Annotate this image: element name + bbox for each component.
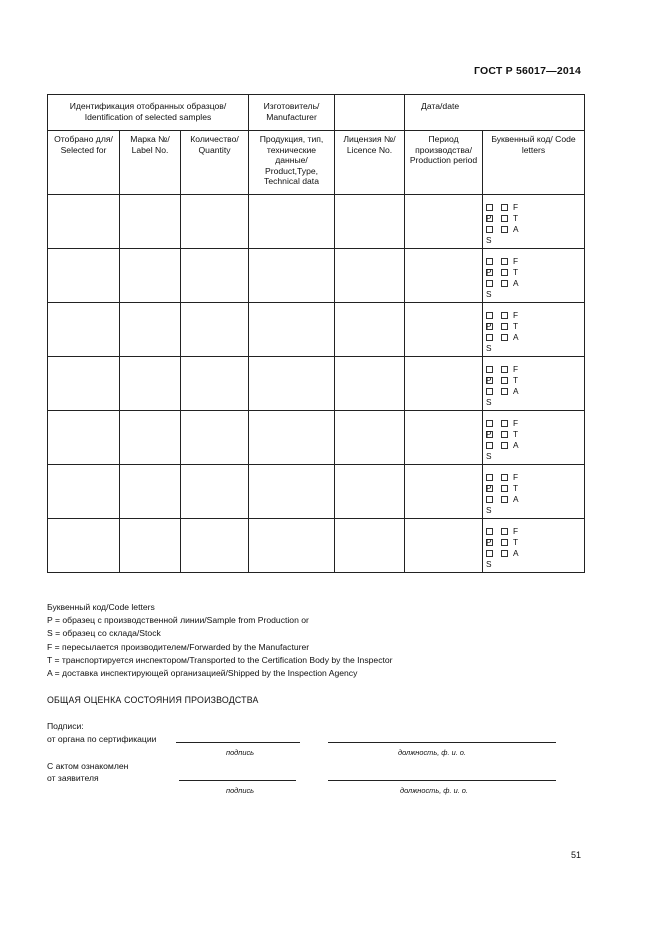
assessment-title: ОБЩАЯ ОЦЕНКА СОСТОЯНИЯ ПРОИЗВОДСТВА: [47, 695, 259, 705]
table-cell[interactable]: [335, 357, 405, 411]
table-cell[interactable]: [335, 195, 405, 249]
table-cell[interactable]: [249, 519, 335, 573]
code-checkbox[interactable]: [501, 312, 508, 319]
code-letter-t: T: [513, 213, 519, 223]
empty-header-cell: [335, 95, 405, 131]
table-cell[interactable]: [335, 519, 405, 573]
code-letter-f: F: [513, 256, 519, 266]
code-checkbox[interactable]: [501, 550, 508, 557]
code-checkbox[interactable]: [486, 258, 493, 265]
code-letter-s: S: [486, 397, 492, 407]
code-letters-cell: [483, 411, 585, 465]
code-checkbox[interactable]: [486, 366, 493, 373]
table-cell[interactable]: [48, 249, 120, 303]
code-checkbox[interactable]: [501, 258, 508, 265]
note-p: P = образец с производственной линии/Sample from Production or: [47, 615, 309, 626]
table-top-header-row: [48, 95, 585, 131]
table-cell[interactable]: [120, 303, 181, 357]
code-checkbox[interactable]: [486, 550, 493, 557]
code-letters-cell: [483, 519, 585, 573]
table-column-header-row: [48, 131, 585, 195]
table-row: [48, 357, 585, 411]
code-checkbox[interactable]: [501, 204, 508, 211]
table-cell[interactable]: [249, 411, 335, 465]
code-checkbox[interactable]: [486, 334, 493, 341]
page-number: 51: [570, 850, 581, 860]
code-checkbox[interactable]: [486, 226, 493, 233]
code-checkbox[interactable]: [501, 269, 508, 276]
table-cell[interactable]: [335, 465, 405, 519]
code-checkbox[interactable]: [501, 323, 508, 330]
code-checkbox[interactable]: [486, 280, 493, 287]
signature-caption: подпись: [226, 786, 255, 795]
code-letter-s: S: [486, 343, 492, 353]
code-letter-s: S: [486, 235, 492, 245]
code-letter-p: P: [486, 267, 492, 277]
table-cell[interactable]: [405, 303, 483, 357]
code-checkbox[interactable]: [501, 215, 508, 222]
table-cell[interactable]: [249, 357, 335, 411]
table-cell[interactable]: [48, 519, 120, 573]
table-cell[interactable]: [249, 195, 335, 249]
code-letter-f: F: [513, 310, 519, 320]
code-letters-cell: [483, 357, 585, 411]
cert-body-position-line[interactable]: [328, 742, 556, 743]
code-checkbox[interactable]: [501, 334, 508, 341]
code-letters-group: [483, 411, 584, 464]
code-checkbox[interactable]: [486, 420, 493, 427]
col-product-type: Продукция, тип, технические данные/ Product,Type, Technical data: [249, 131, 335, 195]
code-letter-a: A: [513, 224, 519, 234]
table-cell[interactable]: [120, 249, 181, 303]
code-letters-cell: [483, 249, 585, 303]
table-row: [48, 465, 585, 519]
code-letter-p: P: [486, 429, 492, 439]
signature-caption: подпись: [226, 748, 255, 757]
table-cell[interactable]: [48, 411, 120, 465]
code-letter-t: T: [513, 375, 519, 385]
code-checkbox[interactable]: [486, 474, 493, 481]
code-letter-f: F: [513, 526, 519, 536]
table-cell[interactable]: [48, 303, 120, 357]
table-cell[interactable]: [120, 465, 181, 519]
cert-body-label: от органа по сертификации: [47, 734, 157, 744]
applicant-signature-line[interactable]: [179, 780, 296, 781]
code-letter-a: A: [513, 440, 519, 450]
table-cell[interactable]: [405, 249, 483, 303]
code-checkbox[interactable]: [486, 312, 493, 319]
note-a: A = доставка инспектирующей организацией/Shipped by the Inspection Agency: [47, 668, 358, 679]
acknowledged-label: С актом ознакомлен: [47, 761, 129, 771]
code-letter-t: T: [513, 321, 519, 331]
code-letter-p: P: [486, 375, 492, 385]
code-checkbox[interactable]: [486, 496, 493, 503]
code-letters-group: [483, 465, 584, 518]
code-letters-cell: [483, 195, 585, 249]
notes-title: Буквенный код/Code letters: [47, 602, 155, 612]
code-letter-t: T: [513, 429, 519, 439]
table-cell[interactable]: [181, 357, 249, 411]
code-letter-s: S: [486, 451, 492, 461]
table-cell[interactable]: [120, 357, 181, 411]
code-checkbox[interactable]: [501, 431, 508, 438]
code-checkbox[interactable]: [501, 485, 508, 492]
code-checkbox[interactable]: [501, 226, 508, 233]
date-header: Дата/date: [405, 95, 585, 131]
code-letter-f: F: [513, 202, 519, 212]
code-checkbox[interactable]: [501, 474, 508, 481]
table-cell[interactable]: [120, 195, 181, 249]
code-letter-notes: [47, 601, 393, 680]
table-row: [48, 249, 585, 303]
code-letters-group: [483, 519, 584, 572]
code-letter-s: S: [486, 289, 492, 299]
position-caption: должность, ф. и. о.: [398, 748, 466, 757]
code-letter-a: A: [513, 332, 519, 342]
code-checkbox[interactable]: [501, 496, 508, 503]
code-letter-s: S: [486, 559, 492, 569]
standard-header: ГОСТ Р 56017—2014: [473, 65, 581, 77]
table-row: [48, 411, 585, 465]
col-code-letters: Буквенный код/ Code letters: [483, 131, 585, 195]
code-letter-a: A: [513, 548, 519, 558]
code-letter-t: T: [513, 483, 519, 493]
code-letters-group: [483, 249, 584, 302]
code-letter-p: P: [486, 537, 492, 547]
code-checkbox[interactable]: [501, 366, 508, 373]
note-s: S = образец со склада/Stock: [47, 628, 161, 639]
code-letter-a: A: [513, 278, 519, 288]
code-letter-t: T: [513, 267, 519, 277]
code-checkbox[interactable]: [501, 528, 508, 535]
code-letter-t: T: [513, 537, 519, 547]
code-checkbox[interactable]: [486, 204, 493, 211]
table-cell[interactable]: [181, 411, 249, 465]
code-letter-a: A: [513, 386, 519, 396]
table-cell[interactable]: [48, 195, 120, 249]
code-letter-f: F: [513, 472, 519, 482]
code-letter-f: F: [513, 418, 519, 428]
cert-body-signature-line[interactable]: [176, 742, 300, 743]
col-label-no: Марка №/ Label No.: [120, 131, 181, 195]
applicant-position-line[interactable]: [328, 780, 556, 781]
table-cell[interactable]: [405, 411, 483, 465]
manufacturer-header: Изготовитель/ Manufacturer: [249, 95, 335, 131]
note-f: F = пересылается производителем/Forwarded by the Manufacturer: [47, 641, 310, 652]
code-letter-a: A: [513, 494, 519, 504]
table-cell[interactable]: [405, 195, 483, 249]
code-letter-f: F: [513, 364, 519, 374]
code-letters-group: [483, 357, 584, 410]
code-checkbox[interactable]: [501, 280, 508, 287]
table-cell[interactable]: [249, 465, 335, 519]
signatures-label: Подписи:: [47, 721, 84, 731]
code-letters-cell: [483, 303, 585, 357]
table-cell[interactable]: [181, 519, 249, 573]
code-letters-group: [483, 303, 584, 356]
table-cell[interactable]: [335, 303, 405, 357]
table-cell[interactable]: [405, 357, 483, 411]
table-row: [48, 303, 585, 357]
code-checkbox[interactable]: [501, 442, 508, 449]
table-cell[interactable]: [181, 465, 249, 519]
table-cell[interactable]: [249, 303, 335, 357]
table-cell[interactable]: [335, 411, 405, 465]
table-cell[interactable]: [335, 249, 405, 303]
samples-table: [47, 94, 585, 573]
table-cell[interactable]: [120, 411, 181, 465]
table-cell[interactable]: [181, 249, 249, 303]
table-cell[interactable]: [48, 465, 120, 519]
code-letter-p: P: [486, 321, 492, 331]
table-cell[interactable]: [405, 519, 483, 573]
table-cell[interactable]: [48, 357, 120, 411]
code-checkbox[interactable]: [486, 388, 493, 395]
code-checkbox[interactable]: [501, 420, 508, 427]
col-selected-for: Отобрано для/ Selected for: [48, 131, 120, 195]
table-cell[interactable]: [181, 303, 249, 357]
table-row: [48, 519, 585, 573]
table-cell[interactable]: [120, 519, 181, 573]
applicant-label: от заявителя: [47, 773, 99, 783]
code-letter-p: P: [486, 213, 492, 223]
code-checkbox[interactable]: [486, 442, 493, 449]
code-letters-group: [483, 195, 584, 248]
code-checkbox[interactable]: [501, 388, 508, 395]
col-quantity: Количество/ Quantity: [181, 131, 249, 195]
table-row: [48, 195, 585, 249]
code-letter-p: P: [486, 483, 492, 493]
code-letters-cell: [483, 465, 585, 519]
col-production-period: Период производства/ Production period: [405, 131, 483, 195]
table-cell[interactable]: [249, 249, 335, 303]
code-checkbox[interactable]: [486, 528, 493, 535]
table-cell[interactable]: [181, 195, 249, 249]
col-licence-no: Лицензия №/ Licence No.: [335, 131, 405, 195]
code-letter-s: S: [486, 505, 492, 515]
table-cell[interactable]: [405, 465, 483, 519]
note-t: T = транспортируется инспектором/Transported to the Certification Body by the Inspector: [47, 654, 393, 665]
code-checkbox[interactable]: [501, 539, 508, 546]
code-checkbox[interactable]: [501, 377, 508, 384]
position-caption: должность, ф. и. о.: [400, 786, 468, 795]
identification-header: Идентификация отобранных образцов/ Identification of selected samples: [48, 95, 249, 131]
